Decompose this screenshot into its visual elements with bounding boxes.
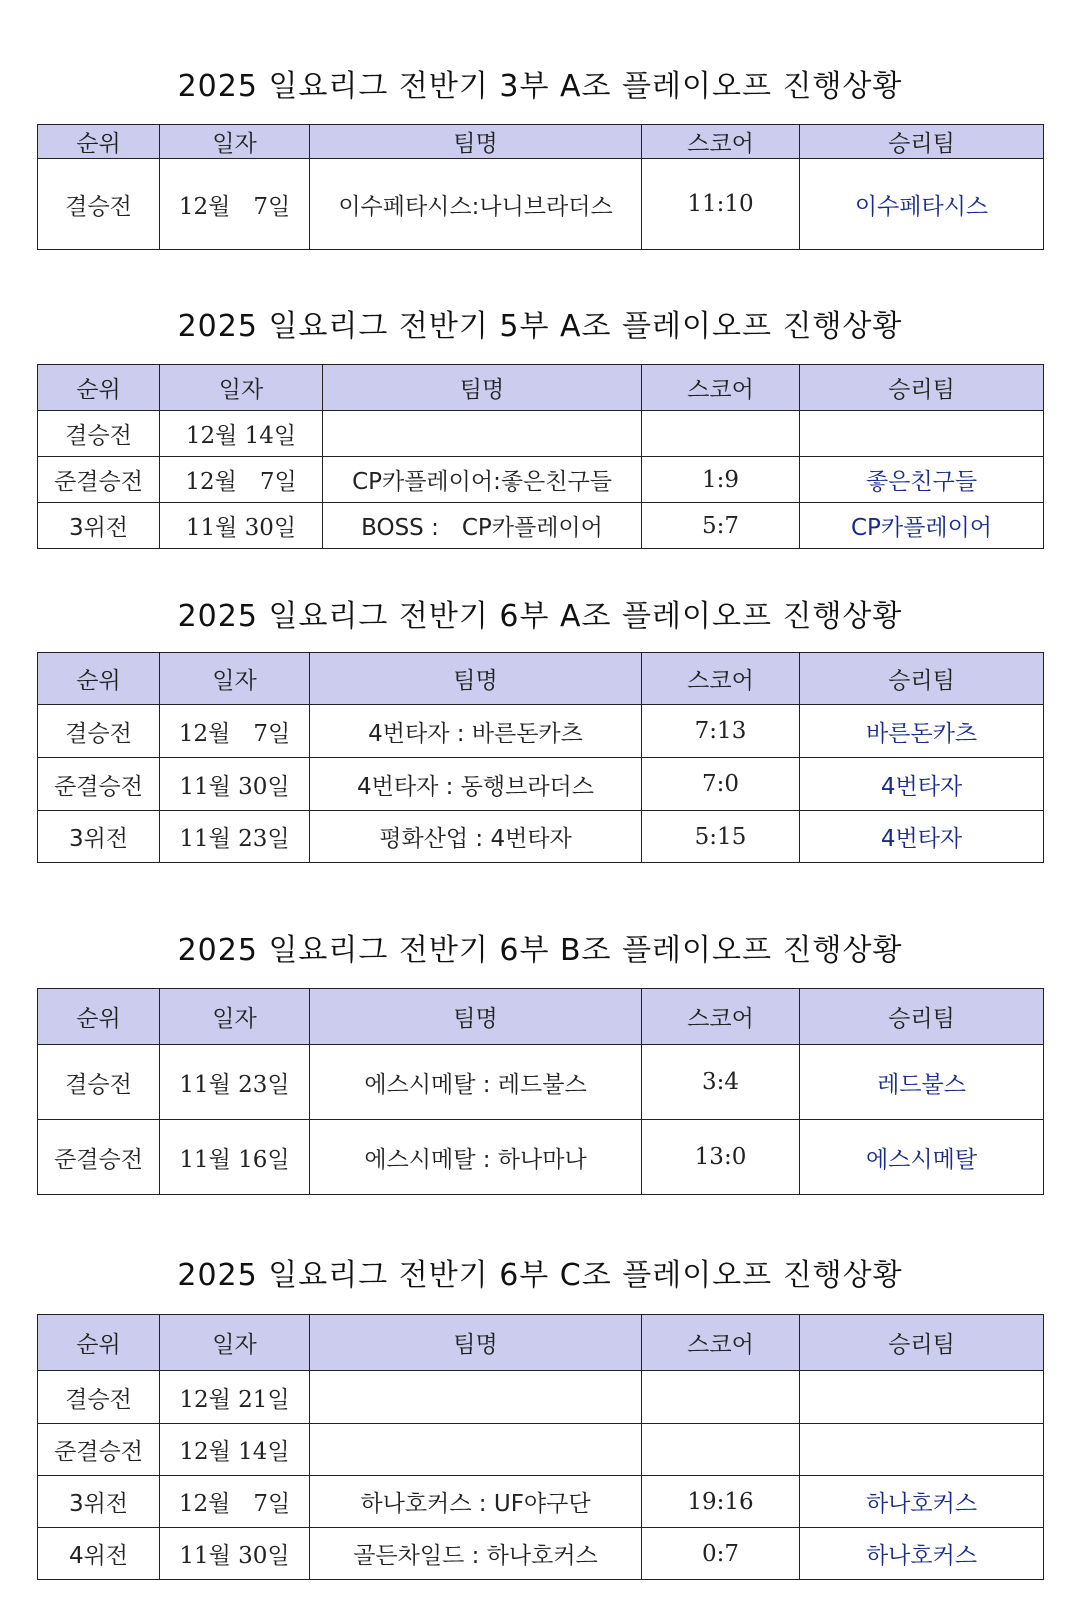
cell-winner: 좋은친구들: [800, 457, 1044, 503]
cell-winner: 4번타자: [800, 811, 1044, 863]
cell-date: 12월 7일: [160, 457, 323, 503]
section-title: 2025 일요리그 전반기 5부 A조 플레이오프 진행상황: [177, 309, 903, 344]
cell-round: 준결승전: [38, 457, 160, 503]
cell-date: 12월 14일: [160, 411, 323, 457]
cell-round: 3위전: [38, 811, 160, 863]
table-header-row: [38, 989, 1044, 1045]
cell-round: 준결승전: [38, 758, 160, 811]
section-title: 2025 일요리그 전반기 3부 A조 플레이오프 진행상황: [177, 69, 903, 104]
table-header-row: [38, 365, 1044, 411]
cell-score: [642, 411, 800, 457]
cell-score: 13:0: [642, 1120, 800, 1195]
cell-score: [642, 1424, 800, 1476]
header-round: 순위: [38, 989, 160, 1045]
cell-round: 결승전: [38, 1045, 160, 1120]
cell-winner: [800, 1371, 1044, 1424]
cell-round: 결승전: [38, 1371, 160, 1424]
cell-winner: 이수페타시스: [800, 159, 1044, 250]
header-date: 일자: [160, 1315, 310, 1371]
table-row: [38, 705, 1044, 758]
header-teams: 팀명: [310, 1315, 642, 1371]
cell-teams: [310, 1424, 642, 1476]
section-title: 2025 일요리그 전반기 6부 C조 플레이오프 진행상황: [177, 1258, 903, 1293]
cell-date: 11월 30일: [160, 503, 323, 549]
cell-score: 7:0: [642, 758, 800, 811]
cell-date: 11월 23일: [160, 811, 310, 863]
cell-score: 11:10: [642, 159, 800, 250]
table-row: [38, 1045, 1044, 1120]
cell-winner: CP카플레이어: [800, 503, 1044, 549]
cell-score: 5:7: [642, 503, 800, 549]
header-date: 일자: [160, 989, 310, 1045]
header-round: 순위: [38, 125, 160, 159]
cell-round: 3위전: [38, 503, 160, 549]
cell-date: 11월 23일: [160, 1045, 310, 1120]
header-score: 스코어: [642, 989, 800, 1045]
cell-date: 11월 30일: [160, 1528, 310, 1580]
header-winner: 승리팀: [800, 125, 1044, 159]
cell-date: 11월 16일: [160, 1120, 310, 1195]
table-row: [38, 503, 1044, 549]
header-score: 스코어: [642, 1315, 800, 1371]
header-winner: 승리팀: [800, 1315, 1044, 1371]
playoff-table: [37, 1314, 1044, 1580]
table-row: [38, 1120, 1044, 1195]
cell-teams: 골든차일드 : 하나호커스: [310, 1528, 642, 1580]
cell-score: 19:16: [642, 1476, 800, 1528]
cell-score: 0:7: [642, 1528, 800, 1580]
cell-teams: CP카플레이어:좋은친구들: [323, 457, 642, 503]
playoff-table: [37, 988, 1044, 1195]
header-score: 스코어: [642, 125, 800, 159]
section-title: 2025 일요리그 전반기 6부 B조 플레이오프 진행상황: [177, 933, 903, 968]
cell-score: 1:9: [642, 457, 800, 503]
header-teams: 팀명: [310, 653, 642, 705]
cell-teams: BOSS : CP카플레이어: [323, 503, 642, 549]
header-winner: 승리팀: [800, 365, 1044, 411]
cell-date: 11월 30일: [160, 758, 310, 811]
header-round: 순위: [38, 653, 160, 705]
table-row: [38, 1528, 1044, 1580]
section-title: 2025 일요리그 전반기 6부 A조 플레이오프 진행상황: [177, 599, 903, 634]
cell-score: 5:15: [642, 811, 800, 863]
cell-date: 12월 14일: [160, 1424, 310, 1476]
cell-teams: 4번타자 : 바른돈카츠: [310, 705, 642, 758]
header-teams: 팀명: [323, 365, 642, 411]
cell-teams: 에스시메탈 : 하나마나: [310, 1120, 642, 1195]
cell-date: 12월 7일: [160, 705, 310, 758]
cell-round: 3위전: [38, 1476, 160, 1528]
table-row: [38, 1476, 1044, 1528]
table-header-row: [38, 1315, 1044, 1371]
cell-date: 12월 7일: [160, 159, 310, 250]
table-row: [38, 159, 1044, 250]
header-score: 스코어: [642, 365, 800, 411]
cell-score: 3:4: [642, 1045, 800, 1120]
header-score: 스코어: [642, 653, 800, 705]
table-row: [38, 411, 1044, 457]
header-round: 순위: [38, 365, 160, 411]
cell-round: 결승전: [38, 705, 160, 758]
table-row: [38, 811, 1044, 863]
cell-winner: [800, 1424, 1044, 1476]
cell-date: 12월 21일: [160, 1371, 310, 1424]
cell-score: 7:13: [642, 705, 800, 758]
cell-winner: 하나호커스: [800, 1528, 1044, 1580]
cell-winner: 레드불스: [800, 1045, 1044, 1120]
header-round: 순위: [38, 1315, 160, 1371]
table-header-row: [38, 125, 1044, 159]
cell-winner: 에스시메탈: [800, 1120, 1044, 1195]
playoff-table: [37, 364, 1044, 549]
cell-round: 4위전: [38, 1528, 160, 1580]
table-row: [38, 1371, 1044, 1424]
playoff-table: [37, 652, 1044, 863]
cell-teams: 평화산업 : 4번타자: [310, 811, 642, 863]
cell-winner: 4번타자: [800, 758, 1044, 811]
cell-round: 결승전: [38, 411, 160, 457]
header-teams: 팀명: [310, 989, 642, 1045]
cell-date: 12월 7일: [160, 1476, 310, 1528]
playoff-table: [37, 124, 1044, 250]
cell-teams: 이수페타시스:나니브라더스: [310, 159, 642, 250]
cell-teams: 하나호커스 : UF야구단: [310, 1476, 642, 1528]
table-row: [38, 758, 1044, 811]
cell-winner: 바른돈카츠: [800, 705, 1044, 758]
table-header-row: [38, 653, 1044, 705]
header-winner: 승리팀: [800, 989, 1044, 1045]
cell-round: 준결승전: [38, 1424, 160, 1476]
header-date: 일자: [160, 365, 323, 411]
cell-round: 준결승전: [38, 1120, 160, 1195]
cell-teams: 4번타자 : 동행브라더스: [310, 758, 642, 811]
cell-winner: [800, 411, 1044, 457]
cell-round: 결승전: [38, 159, 160, 250]
cell-winner: 하나호커스: [800, 1476, 1044, 1528]
header-date: 일자: [160, 653, 310, 705]
cell-teams: 에스시메탈 : 레드불스: [310, 1045, 642, 1120]
header-date: 일자: [160, 125, 310, 159]
table-row: [38, 1424, 1044, 1476]
table-row: [38, 457, 1044, 503]
cell-score: [642, 1371, 800, 1424]
cell-teams: [323, 411, 642, 457]
header-teams: 팀명: [310, 125, 642, 159]
cell-teams: [310, 1371, 642, 1424]
header-winner: 승리팀: [800, 653, 1044, 705]
